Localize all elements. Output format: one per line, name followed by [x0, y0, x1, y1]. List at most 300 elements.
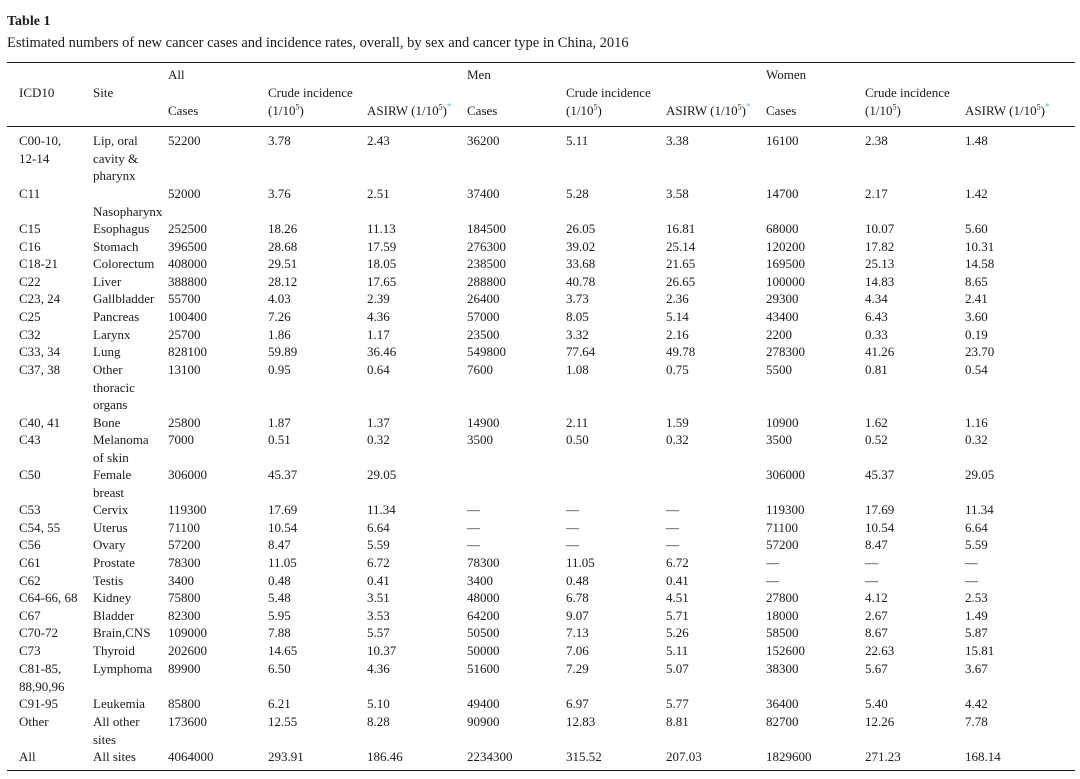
all-cases-cell: 388800 [168, 274, 207, 289]
women-crude-cell: 17.69 [865, 502, 895, 517]
icd-code: C56 [19, 537, 41, 552]
site-name: Uterus [93, 520, 128, 535]
men-cases-header: Cases [467, 103, 498, 118]
all-asirw-cell: 18.05 [367, 256, 397, 271]
women-crude-cell: 25.13 [865, 256, 895, 271]
icd-code: C43 [19, 432, 41, 447]
icd-code: C40, 41 [19, 415, 61, 430]
icd-code: C18-21 [19, 256, 58, 271]
all-crude-cell: 1.87 [268, 415, 291, 430]
women-cases-cell: 3500 [766, 432, 792, 447]
all-asirw-cell: 3.51 [367, 590, 390, 605]
men-cases-cell: 7600 [467, 362, 493, 377]
all-asirw-cell: 11.34 [367, 502, 396, 517]
men-crude-header-line2: $(1/10^5)$ [566, 102, 602, 118]
site-name: sites [93, 731, 117, 747]
men-crude-cell: 0.48 [566, 573, 589, 588]
icd-code: C67 [19, 608, 41, 623]
men-crude-cell: 3.73 [566, 291, 589, 306]
women-asirw-cell: 4.42 [965, 696, 988, 711]
women-cases-cell: 71100 [766, 520, 799, 535]
all-cases-cell: 173600 [168, 714, 207, 729]
women-asirw-cell: 168.14 [965, 749, 1001, 764]
men-crude-cell: 5.11 [566, 133, 589, 148]
icd-code: C91-95 [19, 696, 58, 711]
icd-code: 12-14 [19, 150, 50, 166]
site-name: Bladder [93, 608, 135, 623]
site-name: Lung [93, 344, 121, 359]
all-crude-cell: 14.65 [268, 643, 298, 658]
men-asirw-cell: 21.65 [666, 256, 696, 271]
table-header-rule [7, 126, 1075, 127]
women-asirw-cell: — [965, 555, 978, 570]
men-asirw-cell: — [666, 520, 679, 535]
footnote-marker[interactable]: * [446, 101, 452, 112]
men-cases-cell: 50500 [467, 625, 500, 640]
women-cases-cell: 36400 [766, 696, 799, 711]
women-asirw-header: ASIRW $(1/10^5)^*$ [965, 101, 1050, 118]
women-crude-cell: 10.07 [865, 221, 895, 236]
men-crude-cell: 8.05 [566, 309, 589, 324]
all-asirw-cell: 11.13 [367, 221, 396, 236]
men-cases-cell: 78300 [467, 555, 500, 570]
women-crude-cell: 10.54 [865, 520, 895, 535]
women-asirw-cell: 1.49 [965, 608, 988, 623]
men-crude-cell: 9.07 [566, 608, 589, 623]
all-asirw-cell: 5.10 [367, 696, 390, 711]
site-name: Bone [93, 415, 121, 430]
icd-column-header: ICD10 [19, 85, 55, 100]
men-cases-cell: 90900 [467, 714, 500, 729]
men-asirw-cell: 2.36 [666, 291, 689, 306]
all-crude-cell: 28.68 [268, 239, 298, 254]
site-name: Leukemia [93, 696, 145, 711]
women-crude-cell: 41.26 [865, 344, 895, 359]
women-asirw-cell: 5.60 [965, 221, 988, 236]
women-asirw-cell: 0.32 [965, 432, 988, 447]
site-name: thoracic [93, 379, 135, 395]
women-cases-cell: 1829600 [766, 749, 812, 764]
all-asirw-cell: 2.43 [367, 133, 390, 148]
men-crude-cell: 11.05 [566, 555, 595, 570]
icd-code: C73 [19, 643, 41, 658]
site-name: Gallbladder [93, 291, 155, 306]
men-cases-cell: 184500 [467, 221, 506, 236]
men-crude-cell: 12.83 [566, 714, 596, 729]
all-cases-cell: 202600 [168, 643, 207, 658]
icd-code: C25 [19, 309, 41, 324]
all-cases-cell: 7000 [168, 432, 194, 447]
women-cases-cell: 18000 [766, 608, 799, 623]
men-crude-cell: 39.02 [566, 239, 596, 254]
men-crude-cell: 6.78 [566, 590, 589, 605]
all-asirw-cell: 6.64 [367, 520, 390, 535]
site-name: Testis [93, 573, 124, 588]
men-crude-cell: — [566, 520, 579, 535]
men-cases-cell: 3500 [467, 432, 493, 447]
all-cases-cell: 396500 [168, 239, 207, 254]
all-crude-cell: 293.91 [268, 749, 304, 764]
all-asirw-cell: 1.37 [367, 415, 390, 430]
men-crude-cell: 77.64 [566, 344, 596, 359]
all-asirw-cell: 186.46 [367, 749, 403, 764]
women-crude-cell: 2.67 [865, 608, 888, 623]
men-cases-cell: 23500 [467, 327, 500, 342]
men-cases-cell: — [467, 537, 480, 552]
table-top-rule [7, 62, 1075, 63]
men-asirw-cell: — [666, 537, 679, 552]
site-column-header: Site [93, 85, 114, 100]
all-crude-cell: 1.86 [268, 327, 291, 342]
men-crude-cell: 7.13 [566, 625, 589, 640]
men-asirw-cell: 8.81 [666, 714, 689, 729]
men-cases-cell: 64200 [467, 608, 500, 623]
men-cases-cell: 3400 [467, 573, 493, 588]
women-asirw-cell: 11.34 [965, 502, 994, 517]
men-cases-cell: 238500 [467, 256, 506, 271]
women-cases-cell: 169500 [766, 256, 805, 271]
women-asirw-cell: 15.81 [965, 643, 995, 658]
site-name: breast [93, 484, 125, 500]
all-crude-cell: 3.78 [268, 133, 291, 148]
men-asirw-cell: 4.51 [666, 590, 689, 605]
site-name: Brain,CNS [93, 625, 151, 640]
men-cases-cell: 50000 [467, 643, 500, 658]
table-caption: Estimated numbers of new cancer cases and incidence rates, overall, by sex and cancer type in China, 2016 [7, 35, 629, 51]
men-cases-cell: 26400 [467, 291, 500, 306]
icd-code: C62 [19, 573, 41, 588]
women-cases-cell: 120200 [766, 239, 805, 254]
women-crude-cell: 2.38 [865, 133, 888, 148]
all-cases-cell: 4064000 [168, 749, 214, 764]
icd-code: 88,90,96 [19, 678, 65, 694]
all-asirw-cell: 17.59 [367, 239, 397, 254]
site-name: Lip, oral [93, 133, 138, 148]
site-name: cavity & [93, 150, 139, 166]
men-cases-cell: 276300 [467, 239, 506, 254]
site-name: Other [93, 362, 123, 377]
site-name: Esophagus [93, 221, 150, 236]
men-cases-cell: 549800 [467, 344, 506, 359]
site-name: Liver [93, 274, 122, 289]
men-asirw-cell: 0.32 [666, 432, 689, 447]
all-asirw-header: ASIRW $(1/10^5)^*$ [367, 101, 452, 118]
men-cases-cell: 48000 [467, 590, 500, 605]
men-cases-cell: 288800 [467, 274, 506, 289]
icd-code: C11 [19, 186, 41, 201]
men-crude-cell: — [566, 537, 579, 552]
all-crude-cell: 5.95 [268, 608, 291, 623]
all-crude-cell: 29.51 [268, 256, 298, 271]
all-cases-cell: 13100 [168, 362, 201, 377]
women-asirw-cell: 23.70 [965, 344, 995, 359]
all-cases-cell: 100400 [168, 309, 207, 324]
table-label: Table 1 [7, 14, 51, 29]
women-cases-cell: 14700 [766, 186, 799, 201]
men-cases-cell: — [467, 502, 480, 517]
women-crude-cell: 5.67 [865, 661, 888, 676]
icd-code: C37, 38 [19, 362, 61, 377]
women-asirw-cell: 14.58 [965, 256, 995, 271]
men-crude-cell: 1.08 [566, 362, 589, 377]
all-asirw-cell: 4.36 [367, 661, 390, 676]
all-asirw-cell: 36.46 [367, 344, 397, 359]
women-asirw-cell: 5.59 [965, 537, 988, 552]
all-crude-cell: 11.05 [268, 555, 297, 570]
icd-code: C53 [19, 502, 41, 517]
all-asirw-cell: 6.72 [367, 555, 390, 570]
site-name: All sites [93, 749, 136, 764]
all-asirw-cell: 2.39 [367, 291, 390, 306]
women-cases-cell: 82700 [766, 714, 799, 729]
women-crude-cell: 271.23 [865, 749, 901, 764]
women-cases-cell: 27800 [766, 590, 799, 605]
all-asirw-cell: 5.57 [367, 625, 390, 640]
all-asirw-cell: 0.41 [367, 573, 390, 588]
men-crude-cell: 7.06 [566, 643, 589, 658]
women-asirw-cell: 3.60 [965, 309, 988, 324]
icd-code: C15 [19, 221, 41, 236]
footnote-marker[interactable]: * [745, 101, 751, 112]
men-crude-cell: 5.28 [566, 186, 589, 201]
women-crude-header-line1: Crude incidence [865, 85, 950, 100]
all-cases-cell: 57200 [168, 537, 201, 552]
site-name: Thyroid [93, 643, 135, 658]
icd-code: C50 [19, 467, 41, 482]
women-cases-cell: 43400 [766, 309, 799, 324]
women-cases-cell: 306000 [766, 467, 805, 482]
men-asirw-cell: 49.78 [666, 344, 696, 359]
site-name: Melanoma [93, 432, 149, 447]
men-cases-cell: 57000 [467, 309, 500, 324]
women-asirw-cell: — [965, 573, 978, 588]
all-cases-cell: 52200 [168, 133, 201, 148]
men-crude-cell: 26.05 [566, 221, 596, 236]
all-asirw-cell: 29.05 [367, 467, 397, 482]
all-asirw-cell: 0.32 [367, 432, 390, 447]
site-name: Nasopharynx [93, 203, 163, 219]
women-cases-cell: 278300 [766, 344, 805, 359]
women-crude-cell: 5.40 [865, 696, 888, 711]
site-name: of skin [93, 449, 129, 465]
all-cases-cell: 25700 [168, 327, 201, 342]
men-crude-cell: 315.52 [566, 749, 602, 764]
all-crude-cell: 0.51 [268, 432, 291, 447]
footnote-marker[interactable]: * [1044, 101, 1050, 112]
women-asirw-cell: 1.42 [965, 186, 988, 201]
men-crude-cell: 0.50 [566, 432, 589, 447]
all-crude-cell: 7.26 [268, 309, 291, 324]
men-crude-cell: 40.78 [566, 274, 596, 289]
icd-code: C32 [19, 327, 41, 342]
icd-code: All [19, 749, 36, 764]
all-asirw-cell: 4.36 [367, 309, 390, 324]
women-asirw-cell: 2.53 [965, 590, 988, 605]
women-crude-cell: 22.63 [865, 643, 895, 658]
all-cases-cell: 78300 [168, 555, 201, 570]
women-cases-cell: 38300 [766, 661, 799, 676]
women-crude-cell: 0.33 [865, 327, 888, 342]
all-cases-cell: 3400 [168, 573, 194, 588]
women-cases-header: Cases [766, 103, 797, 118]
men-asirw-cell: 5.07 [666, 661, 689, 676]
women-asirw-cell: 6.64 [965, 520, 988, 535]
all-asirw-cell: 0.64 [367, 362, 390, 377]
men-asirw-cell: 5.71 [666, 608, 689, 623]
men-crude-cell: 6.97 [566, 696, 589, 711]
women-cases-cell: 29300 [766, 291, 799, 306]
women-crude-cell: 4.12 [865, 590, 888, 605]
men-crude-cell: 33.68 [566, 256, 596, 271]
all-crude-cell: 45.37 [268, 467, 298, 482]
icd-code: C22 [19, 274, 41, 289]
women-cases-cell: 100000 [766, 274, 805, 289]
women-asirw-cell: 1.16 [965, 415, 988, 430]
women-cases-cell: — [766, 573, 779, 588]
icd-code: Other [19, 714, 49, 729]
women-crude-cell: 12.26 [865, 714, 895, 729]
men-asirw-cell: 5.11 [666, 643, 689, 658]
all-crude-cell: 18.26 [268, 221, 298, 236]
men-asirw-cell: 3.38 [666, 133, 689, 148]
all-crude-cell: 3.76 [268, 186, 291, 201]
men-crude-header-line1: Crude incidence [566, 85, 651, 100]
women-crude-cell: 0.81 [865, 362, 888, 377]
all-crude-header-line2: $(1/10^5)$ [268, 102, 304, 118]
all-asirw-cell: 5.59 [367, 537, 390, 552]
women-crude-cell: 6.43 [865, 309, 888, 324]
women-crude-cell: 4.34 [865, 291, 888, 306]
men-cases-cell: 14900 [467, 415, 500, 430]
women-asirw-cell: 2.41 [965, 291, 988, 306]
icd-code: C23, 24 [19, 291, 61, 306]
women-cases-cell: 10900 [766, 415, 799, 430]
men-cases-cell: 36200 [467, 133, 500, 148]
men-asirw-cell: 25.14 [666, 239, 696, 254]
women-asirw-cell: 0.54 [965, 362, 988, 377]
icd-code: C16 [19, 239, 41, 254]
women-asirw-cell: 10.31 [965, 239, 995, 254]
women-cases-cell: 5500 [766, 362, 792, 377]
all-asirw-cell: 1.17 [367, 327, 390, 342]
all-cases-header: Cases [168, 103, 199, 118]
women-crude-cell: 8.47 [865, 537, 888, 552]
all-cases-cell: 55700 [168, 291, 201, 306]
men-asirw-cell: 16.81 [666, 221, 696, 236]
all-cases-cell: 71100 [168, 520, 201, 535]
women-cases-cell: — [766, 555, 779, 570]
all-asirw-cell: 17.65 [367, 274, 397, 289]
all-crude-cell: 0.48 [268, 573, 291, 588]
all-cases-cell: 109000 [168, 625, 207, 640]
men-crude-cell: — [566, 502, 579, 517]
men-asirw-cell: 0.41 [666, 573, 689, 588]
site-name: Colorectum [93, 256, 155, 271]
all-crude-cell: 59.89 [268, 344, 298, 359]
women-asirw-cell: 7.78 [965, 714, 988, 729]
women-asirw-cell: 1.48 [965, 133, 988, 148]
women-crude-cell: 8.67 [865, 625, 888, 640]
icd-code: C00-10, [19, 133, 62, 148]
women-cases-cell: 58500 [766, 625, 799, 640]
men-asirw-cell: — [666, 502, 679, 517]
all-asirw-cell: 2.51 [367, 186, 390, 201]
men-asirw-cell: 6.72 [666, 555, 689, 570]
all-asirw-cell: 8.28 [367, 714, 390, 729]
site-name: Lymphoma [93, 661, 153, 676]
site-name: Stomach [93, 239, 139, 254]
all-cases-cell: 52000 [168, 186, 201, 201]
men-cases-cell: 2234300 [467, 749, 513, 764]
all-crude-cell: 4.03 [268, 291, 291, 306]
women-cases-cell: 57200 [766, 537, 799, 552]
all-crude-cell: 6.21 [268, 696, 291, 711]
women-crude-cell: 1.62 [865, 415, 888, 430]
women-cases-cell: 16100 [766, 133, 799, 148]
women-crude-cell: — [865, 573, 878, 588]
men-asirw-cell: 1.59 [666, 415, 689, 430]
men-asirw-cell: 26.65 [666, 274, 696, 289]
all-crude-cell: 28.12 [268, 274, 298, 289]
all-crude-cell: 6.50 [268, 661, 291, 676]
all-cases-cell: 306000 [168, 467, 207, 482]
all-cases-cell: 119300 [168, 502, 207, 517]
men-cases-cell: 49400 [467, 696, 500, 711]
all-cases-cell: 25800 [168, 415, 201, 430]
men-asirw-cell: 5.26 [666, 625, 689, 640]
men-asirw-cell: 5.14 [666, 309, 689, 324]
women-cases-cell: 68000 [766, 221, 799, 236]
men-asirw-cell: 5.77 [666, 696, 689, 711]
icd-code: C81-85, [19, 661, 62, 676]
all-cases-cell: 85800 [168, 696, 201, 711]
all-cases-cell: 75800 [168, 590, 201, 605]
all-asirw-cell: 3.53 [367, 608, 390, 623]
group-men-header: Men [467, 67, 491, 82]
site-name: pharynx [93, 168, 136, 184]
men-crude-cell: 7.29 [566, 661, 589, 676]
all-cases-cell: 252500 [168, 221, 207, 236]
men-cases-cell: 37400 [467, 186, 500, 201]
women-crude-cell: 45.37 [865, 467, 895, 482]
site-name: Cervix [93, 502, 129, 517]
site-name: Kidney [93, 590, 132, 605]
icd-code: C70-72 [19, 625, 58, 640]
icd-code: C54, 55 [19, 520, 61, 535]
site-name: organs [93, 397, 128, 413]
men-asirw-cell: 207.03 [666, 749, 702, 764]
women-asirw-cell: 3.67 [965, 661, 988, 676]
women-crude-cell: 0.52 [865, 432, 888, 447]
icd-code: C64-66, 68 [19, 590, 78, 605]
icd-code: C61 [19, 555, 41, 570]
women-crude-cell: — [865, 555, 878, 570]
all-asirw-cell: 10.37 [367, 643, 397, 658]
site-name: Prostate [93, 555, 135, 570]
all-crude-cell: 0.95 [268, 362, 291, 377]
women-crude-cell: 2.17 [865, 186, 888, 201]
men-cases-cell: — [467, 520, 480, 535]
women-asirw-cell: 29.05 [965, 467, 995, 482]
all-cases-cell: 828100 [168, 344, 207, 359]
women-crude-header-line2: $(1/10^5)$ [865, 102, 901, 118]
icd-code: C33, 34 [19, 344, 61, 359]
all-cases-cell: 408000 [168, 256, 207, 271]
group-women-header: Women [766, 67, 807, 82]
women-asirw-cell: 0.19 [965, 327, 988, 342]
men-asirw-header: ASIRW $(1/10^5)^*$ [666, 101, 751, 118]
all-cases-cell: 89900 [168, 661, 201, 676]
